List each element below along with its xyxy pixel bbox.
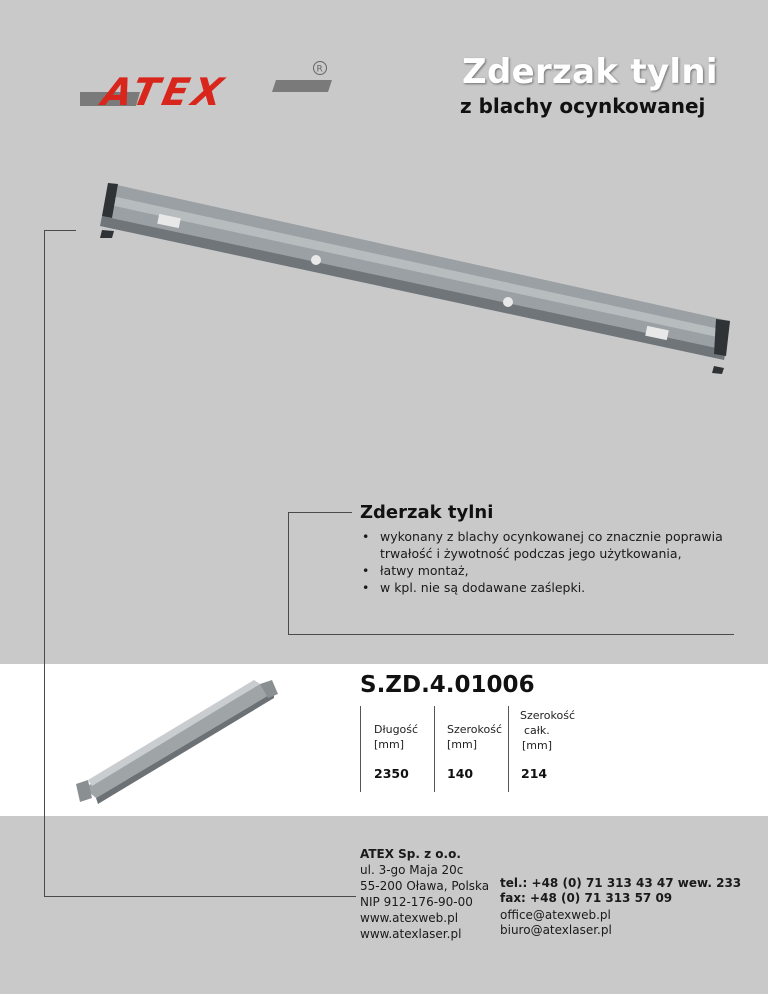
value-total-width: 214 bbox=[521, 766, 548, 781]
logo-text: ATEX bbox=[98, 70, 231, 115]
fax-number: fax: +48 (0) 71 313 57 09 bbox=[500, 891, 673, 905]
atex-logo bbox=[80, 60, 340, 120]
product-code: S.ZD.4.01006 bbox=[360, 672, 535, 698]
feature-list bbox=[362, 528, 742, 596]
company-nip: NIP 912-176-90-00 bbox=[360, 895, 473, 909]
connector-left-top bbox=[44, 230, 76, 231]
table-divider bbox=[508, 706, 509, 792]
connector-left-bottom bbox=[44, 896, 356, 897]
registered-mark: R bbox=[316, 64, 323, 75]
connector-desc-bottom bbox=[288, 634, 734, 635]
company-name: ATEX Sp. z o.o. bbox=[360, 847, 461, 861]
phone-number[interactable]: tel.: +48 (0) 71 313 43 47 wew. 233 bbox=[500, 876, 742, 890]
bumper-image bbox=[90, 178, 740, 378]
column-header-length: Długość [mm] bbox=[374, 723, 419, 751]
bumper-thumbnail bbox=[74, 676, 284, 806]
column-header-total-width: Szerokość całk. [mm] bbox=[520, 709, 576, 752]
page-title: Zderzak tylni bbox=[462, 52, 718, 92]
connector-desc-top bbox=[288, 512, 352, 513]
connector-left-vertical bbox=[44, 230, 45, 896]
table-divider bbox=[434, 706, 435, 792]
email-link[interactable]: office@atexweb.pl bbox=[500, 908, 611, 922]
feature-item: • w kpl. nie są dodawane zaślepki. bbox=[362, 579, 742, 596]
connector-desc-vertical bbox=[288, 512, 289, 634]
feature-item: • łatwy montaż, bbox=[362, 562, 742, 579]
feature-item: • wykonany z blachy ocynkowanej co znacznie poprawia trwałość i żywotność podczas jego użytkowania, bbox=[362, 528, 742, 562]
column-header-width: Szerokość [mm] bbox=[447, 723, 503, 751]
company-address bbox=[360, 846, 489, 942]
table-divider bbox=[360, 706, 361, 792]
value-width: 140 bbox=[447, 766, 474, 781]
value-length: 2350 bbox=[374, 766, 409, 781]
website-link[interactable]: www.atexweb.pl bbox=[360, 911, 459, 925]
company-street: ul. 3-go Maja 20c bbox=[360, 863, 464, 877]
description-title: Zderzak tylni bbox=[360, 502, 494, 523]
contact-info bbox=[500, 876, 741, 938]
website-link[interactable]: www.atexlaser.pl bbox=[360, 927, 462, 941]
page-subtitle: z blachy ocynkowanej bbox=[460, 94, 706, 118]
company-city: 55-200 Oława, Polska bbox=[360, 879, 490, 893]
email-link[interactable]: biuro@atexlaser.pl bbox=[500, 923, 612, 937]
